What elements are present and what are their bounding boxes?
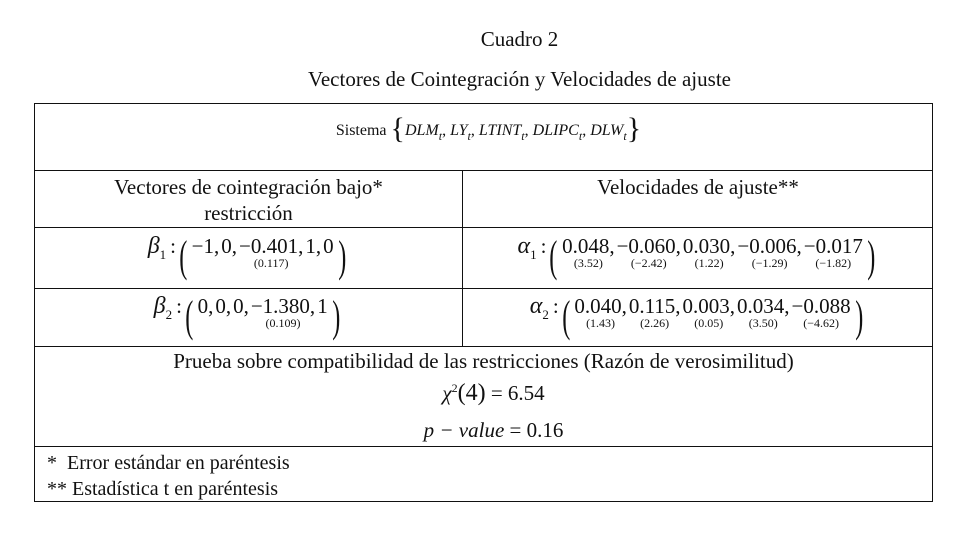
results-table — [34, 103, 933, 502]
beta1-statistic — [312, 257, 315, 269]
beta1-vector: β 1 : ( −1, 0, −0.401, (0.117) 1, 0 ) — [147, 232, 346, 281]
system-variable-subscript: t — [623, 129, 627, 143]
alpha1-entry — [737, 235, 801, 269]
beta2-coefficient: 0, — [233, 294, 249, 318]
system-variable-subscript: t — [438, 129, 443, 143]
beta1-coefficient: −0.401, — [239, 234, 304, 258]
beta2-statistic: (0.109) — [265, 316, 301, 330]
chi-square-statistic: $\chi^2(4) = 6.54$ — [442, 380, 545, 406]
alpha1-entry — [804, 235, 863, 269]
divider-row2 — [35, 346, 932, 347]
beta2-entry — [317, 295, 328, 329]
alpha1-coefficient: −0.060, — [616, 234, 681, 258]
alpha2-index: 2 — [542, 307, 549, 322]
beta2-entry — [198, 295, 214, 329]
beta2-coefficient: −1.380, — [250, 294, 316, 318]
alpha1-symbol: α — [517, 233, 531, 259]
beta2-coefficient: 0, — [215, 294, 232, 318]
footnotes — [47, 450, 290, 502]
alpha2-coefficient: 0.040, — [574, 294, 627, 318]
alpha2-statistic: (2.26) — [640, 316, 670, 330]
alpha2-entry — [737, 295, 790, 329]
alpha1-vector: α 1 : ( 0.048, (3.52) −0.060, (−2.42) 0.030, (1.22) −0.006, (−1.29) −0.017 (−1.82) ) — [517, 232, 876, 281]
beta2-entry — [251, 295, 315, 329]
beta1-symbol: β — [147, 233, 160, 259]
alpha1-coefficient: 0.030, — [682, 234, 736, 258]
alpha1-entry — [683, 235, 736, 269]
alpha1-coefficient: −0.006, — [737, 234, 802, 258]
beta2-statistic — [222, 317, 225, 329]
beta2-index: 2 — [165, 307, 173, 322]
divider-system — [35, 170, 932, 171]
alpha2-coefficient: −0.088 — [791, 294, 851, 318]
alpha2-statistic: (1.43) — [586, 316, 616, 330]
divider-test — [35, 446, 932, 447]
beta2-entry — [215, 295, 231, 329]
alpha2-coefficient: 0.115, — [628, 294, 681, 318]
beta1-entry — [305, 235, 321, 269]
divider-header — [35, 227, 932, 228]
alpha2-statistic: (3.50) — [748, 316, 778, 330]
beta1-entry — [221, 235, 237, 269]
alpha1-coefficient: 0.048, — [562, 234, 615, 258]
table-title: Vectores de Cointegración y Velocidades de ajuste — [308, 67, 731, 91]
beta2-vector: β 2 : ( 0, 0, 0, −1.380, (0.109) 1 ) — [153, 292, 341, 341]
system-variables: {$DLM_t$, $LY_t$, $LTINT_t$, $DLIPC_t$, $DLW_t$} — [390, 112, 642, 145]
beta2-entry — [233, 295, 249, 329]
alpha2-entry — [574, 295, 627, 329]
beta2-coefficient: 0, — [197, 294, 214, 318]
header-vectors: Vectores de cointegración bajo* restricción — [114, 175, 383, 225]
alpha2-vector: α 2 : ( 0.040, (1.43) 0.115, (2.26) 0.003, (0.05) 0.034, (3.50) −0.088 (−4.62) ) — [529, 292, 863, 341]
alpha1-entry — [617, 235, 681, 269]
system-variable-subscript: t — [521, 129, 525, 143]
alpha2-statistic: (0.05) — [694, 316, 724, 330]
beta1-statistic: (0.117) — [253, 256, 289, 270]
beta2-statistic — [321, 317, 324, 329]
alpha2-symbol: α — [529, 293, 543, 319]
alpha1-statistic: (−1.29) — [751, 256, 788, 270]
alpha1-statistic: (3.52) — [573, 256, 603, 270]
alpha1-index: 1 — [530, 247, 537, 262]
p-value: p − value = 0.16 — [423, 418, 564, 442]
system-variable: DLM — [404, 122, 439, 139]
alpha2-coefficient: 0.003, — [682, 294, 736, 318]
column-divider — [462, 170, 463, 346]
beta2-statistic — [239, 317, 242, 329]
beta1-statistic — [228, 257, 231, 269]
beta1-coefficient: 0 — [323, 234, 334, 258]
beta1-index: 1 — [159, 247, 167, 262]
beta1-entry — [192, 235, 220, 269]
alpha2-entry — [792, 295, 851, 329]
footnote-t-statistic: ** Estadística t en paréntesis — [47, 478, 279, 500]
alpha1-statistic: (−1.82) — [815, 256, 852, 270]
beta1-coefficient: 1, — [305, 234, 322, 258]
test-label: Prueba sobre compatibilidad de las restricciones (Razón de verosimilitud) — [173, 349, 794, 373]
beta1-coefficient: −1, — [191, 234, 220, 258]
alpha2-coefficient: 0.034, — [737, 294, 790, 318]
system-variable: LY — [450, 122, 468, 139]
beta1-entry — [239, 235, 303, 269]
alpha2-statistic: (−4.62) — [803, 316, 839, 330]
system-variable: DLW — [590, 122, 624, 139]
system-variable: LTINT — [478, 122, 522, 139]
alpha1-coefficient: −0.017 — [803, 234, 863, 258]
alpha1-statistic: (−2.42) — [630, 256, 667, 270]
system-label: Sistema — [335, 122, 387, 139]
beta2-symbol: β — [153, 293, 166, 319]
beta2-coefficient: 1 — [317, 294, 328, 318]
beta1-entry — [323, 235, 334, 269]
beta2-statistic — [204, 317, 207, 329]
system-variable-subscript: t — [467, 129, 471, 143]
table-number: Cuadro 2 — [480, 27, 559, 51]
alpha1-statistic: (1.22) — [694, 256, 724, 270]
footnote-standard-error: * Error estándar en paréntesis — [47, 452, 290, 474]
beta1-statistic — [204, 257, 207, 269]
alpha2-entry — [629, 295, 681, 329]
header-speeds: Velocidades de ajuste** — [597, 175, 799, 199]
system-variable: DLIPC — [532, 122, 579, 139]
system-variable-subscript: t — [578, 129, 583, 143]
alpha1-entry — [562, 235, 615, 269]
beta1-statistic — [327, 257, 330, 269]
beta1-coefficient: 0, — [221, 234, 238, 258]
system-row — [35, 112, 932, 146]
divider-row1 — [35, 288, 932, 289]
alpha2-entry — [683, 295, 736, 329]
